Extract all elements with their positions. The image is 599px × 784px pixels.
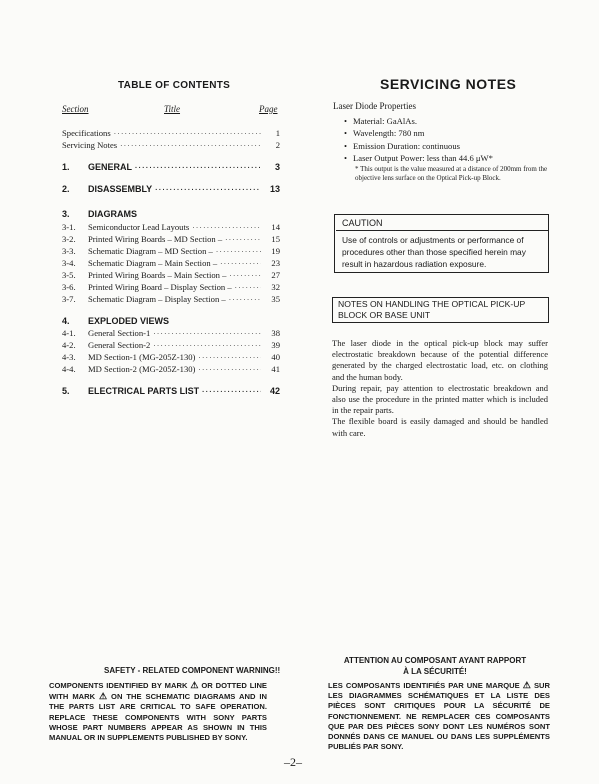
toc-entry — [62, 282, 280, 294]
toc-entry — [62, 140, 280, 152]
toc-dot-leader — [135, 163, 261, 174]
toc-col-title: Title — [164, 104, 181, 114]
safety-warning-text-part: SUR LES DIAGRAMMES SCHÉMATIQUES ET LA LISTE DES PIÈCES SONT CRITIQUES POUR LA SÉCURITÉ DE FONCTIONNEMENT. NE REMPLACER CES COMPOSANTS QUE PAR DES PIÈCES SONY DONT LES NUMÉROS SONT DONNÉS DANS CE MANUEL OU DANS LES SUPPLÉMENTS PUBLIÉS PAR SONY. — [328, 681, 550, 752]
toc-entry-number: 3. — [62, 209, 70, 219]
toc-entry-number: 1. — [62, 162, 70, 172]
toc-entry-number: 3-3. — [62, 246, 76, 256]
laser-property-item: • Laser Output Power: less than 44.6 μW* — [344, 153, 493, 163]
toc-entry-number: 3-7. — [62, 294, 76, 304]
toc-entry-number: 4-2. — [62, 340, 76, 350]
laser-properties-title: Laser Diode Properties — [333, 101, 416, 111]
toc-entry-number: 3-4. — [62, 258, 76, 268]
handling-paragraph: The flexible board is easily damaged and should be handled with care. — [332, 416, 548, 438]
toc-dot-leader — [153, 341, 261, 352]
toc-dot-leader — [202, 387, 261, 398]
toc-entry-number: 4. — [62, 316, 70, 326]
handling-paragraph: The laser diode in the optical pick-up block may suffer electrostatic breakdown because of the potential difference generated by the charged electrostatic load, etc. on clothing and the human body. — [332, 338, 548, 382]
laser-property-item: • Wavelength: 780 nm — [344, 128, 424, 138]
warning-triangle-icon: ⚠ — [99, 691, 108, 702]
toc-dot-leader — [198, 365, 261, 376]
toc-entry — [62, 386, 280, 398]
servicing-notes-title: SERVICING NOTES — [380, 76, 517, 92]
toc-entry — [62, 246, 280, 258]
toc-entry — [62, 270, 280, 282]
toc-entry-page: 15 — [271, 234, 280, 244]
toc-entry-label: Schematic Diagram – MD Section – — [88, 246, 213, 256]
toc-dot-leader — [216, 247, 261, 258]
toc-entry-label: Printed Wiring Boards – MD Section – — [88, 234, 223, 244]
toc-entry-page: 35 — [271, 294, 280, 304]
toc-entry-page: 13 — [269, 184, 280, 194]
toc-entry-label: DIAGRAMS — [88, 209, 137, 219]
toc-entry-label: DISASSEMBLY — [88, 184, 153, 194]
toc-entry — [62, 294, 280, 306]
toc-entry-page: 40 — [271, 352, 280, 362]
toc-entry-page: 27 — [271, 270, 280, 280]
toc-entry-number: 3-2. — [62, 234, 76, 244]
toc-entry-number: 4-3. — [62, 352, 76, 362]
toc-entry — [62, 234, 280, 246]
toc-title: TABLE OF CONTENTS — [118, 80, 231, 91]
toc-entry-page: 23 — [271, 258, 280, 268]
toc-entry-number: 3-5. — [62, 270, 76, 280]
toc-entry — [62, 209, 280, 220]
toc-entry-label: Servicing Notes — [62, 140, 118, 150]
toc-entry-number: 2. — [62, 184, 70, 194]
toc-entry — [62, 364, 280, 376]
toc-entry-label: Specifications — [62, 128, 111, 138]
toc-dot-leader — [198, 353, 261, 364]
toc-dot-leader — [120, 141, 261, 152]
safety-warning-text-part: ON THE SCHEMATIC DIAGRAMS AND IN THE PARTS LIST ARE CRITICAL TO SAFE OPERATION. REPLACE THESE COMPONENTS WITH SONY PARTS WHOSE PART NUMBERS APPEAR AS SHOWN IN THIS MANUAL OR IN SUPPLEMENTS PUBLISHED BY SONY. — [49, 692, 267, 743]
toc-entry-page: 41 — [271, 364, 280, 374]
toc-entry — [62, 128, 280, 140]
page-number: –2– — [284, 755, 302, 769]
toc-entry — [62, 222, 280, 234]
toc-entry-number: 5. — [62, 386, 70, 396]
handling-notes-text — [332, 338, 548, 439]
toc-dot-leader — [192, 223, 261, 234]
safety-warning-title-fr — [330, 655, 540, 677]
toc-entry — [62, 340, 280, 352]
toc-entry-number: 4-1. — [62, 328, 76, 338]
toc-dot-leader — [220, 259, 261, 270]
toc-entry-label: Semiconductor Lead Layouts — [88, 222, 190, 232]
toc-entry — [62, 258, 280, 270]
caution-divider — [336, 230, 548, 231]
toc-col-section: Section — [62, 104, 89, 114]
toc-entry-number: 3-6. — [62, 282, 76, 292]
toc-entry-label: ELECTRICAL PARTS LIST — [88, 386, 200, 396]
toc-entry-label: EXPLODED VIEWS — [88, 316, 170, 326]
toc-dot-leader — [229, 271, 261, 282]
toc-entry — [62, 316, 280, 327]
toc-entry-page: 39 — [271, 340, 280, 350]
toc-entry-page: 1 — [275, 128, 280, 138]
laser-property-item: • Material: GaAlAs. — [344, 116, 417, 126]
toc-entry-number: 4-4. — [62, 364, 76, 374]
toc-entry — [62, 328, 280, 340]
toc-dot-leader — [235, 283, 261, 294]
toc-entry-page: 19 — [271, 246, 280, 256]
toc-entry-page: 3 — [274, 162, 280, 172]
toc-entry — [62, 162, 280, 174]
notes-heading: NOTES ON HANDLING THE OPTICAL PICK-UP BLOCK OR BASE UNIT — [338, 299, 526, 320]
toc-entry — [62, 352, 280, 364]
warning-triangle-icon: ⚠ — [522, 680, 531, 690]
toc-dot-leader — [114, 129, 261, 140]
toc-dot-leader — [225, 235, 261, 246]
laser-footnote: * This output is the value measured at a distance of 200mm from the objective lens surface on the Optical Pick-up Block. — [355, 165, 548, 182]
toc-entry-label: GENERAL — [88, 162, 133, 172]
toc-entry-label: MD Section-1 (MG-205Z-130) — [88, 352, 196, 362]
safety-warning-text-part: OR DOTTED LINE WITH MARK — [49, 681, 268, 702]
toc-entry-page: 14 — [271, 222, 280, 232]
toc-entry-number: 3-1. — [62, 222, 76, 232]
caution-heading: CAUTION — [342, 218, 383, 228]
toc-entry-label: Schematic Diagram – Display Section – — [88, 294, 226, 304]
safety-warning-text-part: LES COMPOSANTS IDENTIFIÉS PAR UNE MARQUE — [328, 681, 523, 690]
warning-triangle-icon: ⚠ — [190, 680, 199, 690]
safety-warning-text-part: COMPONENTS IDENTIFIED BY MARK — [49, 681, 191, 690]
toc-entry-label: General Section-1 — [88, 328, 151, 338]
toc-entry-page: 32 — [271, 282, 280, 292]
toc-dot-leader — [153, 329, 261, 340]
safety-warning-text-fr — [328, 680, 550, 752]
toc-entry-page: 2 — [275, 140, 280, 150]
caution-text: Use of controls or adjustments or performance of procedures other than those specified herein may result in hazardous radiation exposure. — [342, 235, 526, 269]
toc-entry-page: 42 — [269, 386, 280, 396]
laser-property-item: • Emission Duration: continuous — [344, 141, 460, 151]
toc-dot-leader — [155, 185, 261, 196]
toc-entry-label: General Section-2 — [88, 340, 151, 350]
safety-warning-text — [49, 680, 267, 743]
toc-entry — [62, 184, 280, 196]
toc-col-page: Page — [259, 104, 278, 114]
toc-entry-page: 38 — [271, 328, 280, 338]
safety-warning-title-fr-line: ATTENTION AU COMPOSANT AYANT RAPPORT — [343, 656, 527, 665]
toc-entry-label: MD Section-2 (MG-205Z-130) — [88, 364, 196, 374]
toc-entry-label: Printed Wiring Boards – Main Section – — [88, 270, 227, 280]
safety-warning-title: SAFETY - RELATED COMPONENT WARNING!! — [104, 666, 281, 675]
handling-paragraph: During repair, pay attention to electrostatic breakdown and also use the procedure in the printed matter which is included in the repair parts. — [332, 382, 548, 416]
safety-warning-title-fr-line: À LA SÉCURITÉ! — [403, 667, 467, 676]
toc-entry-label: Schematic Diagram – Main Section – — [88, 258, 218, 268]
toc-dot-leader — [229, 295, 261, 306]
toc-entry-label: Printed Wiring Board – Display Section – — [88, 282, 232, 292]
